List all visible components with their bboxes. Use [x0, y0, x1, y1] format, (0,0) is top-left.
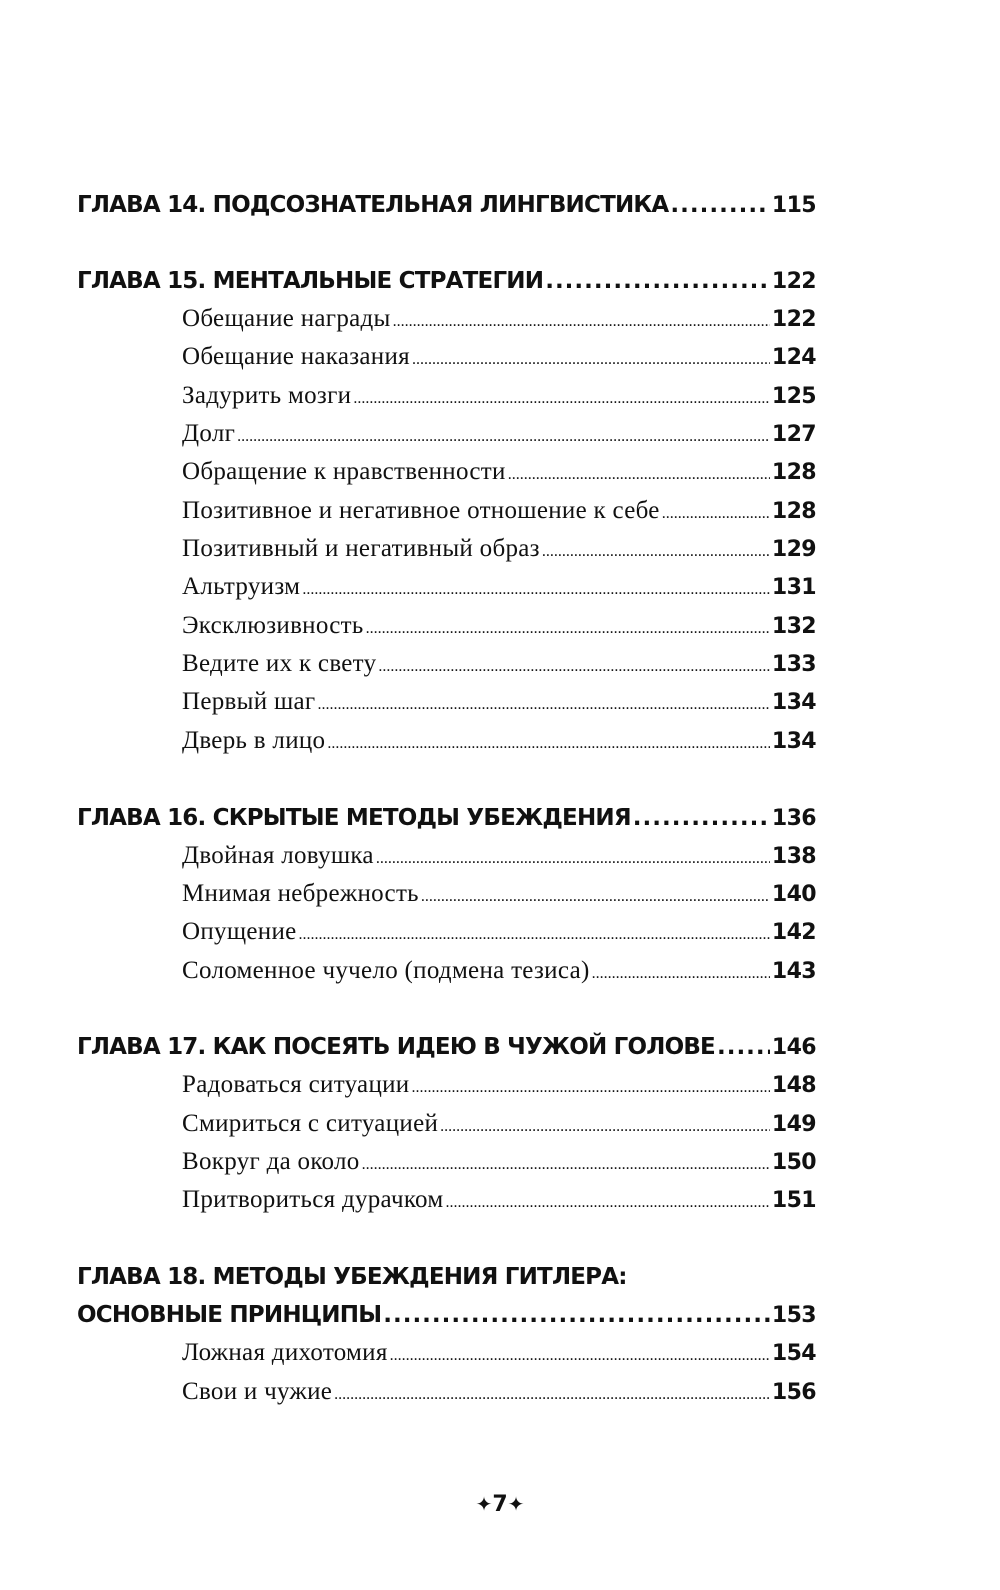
page-number: 148	[771, 1073, 816, 1098]
page-number: 134	[771, 690, 816, 715]
dot-leader	[327, 726, 770, 762]
dot-leader	[299, 917, 770, 953]
dot-leader	[421, 879, 770, 915]
page-number: 151	[771, 1188, 816, 1213]
toc-item[interactable]	[182, 1106, 816, 1142]
toc-item[interactable]	[182, 684, 816, 720]
item-title: Соломенное чучело (подмена тезиса)	[182, 957, 590, 984]
page-number: 150	[771, 1150, 816, 1175]
page-number: 128	[771, 460, 816, 485]
ornament-star-icon: ✦	[507, 1492, 525, 1516]
item-title: Позитивный и негативный образ	[182, 535, 540, 562]
page-number: 136	[771, 806, 816, 831]
dot-leader	[334, 1377, 770, 1413]
toc-item[interactable]	[182, 1067, 816, 1103]
item-title: Свои и чужие	[182, 1378, 333, 1405]
page-number: 146	[771, 1035, 816, 1060]
toc-item[interactable]	[182, 1182, 816, 1218]
toc-chapter-18-title-line1[interactable]: ГЛАВА 18. МЕТОДЫ УБЕЖДЕНИЯ ГИТЛЕРА:	[77, 1264, 627, 1290]
toc-item[interactable]	[182, 339, 816, 375]
item-title: Эксклюзивность	[182, 612, 364, 639]
item-title: Радоваться ситуации	[182, 1071, 410, 1098]
dot-leader	[393, 304, 770, 340]
page-number: 131	[771, 575, 816, 600]
toc-item[interactable]	[182, 953, 816, 989]
toc-item[interactable]	[182, 914, 816, 950]
toc-item[interactable]	[182, 646, 816, 682]
dot-leader	[383, 1297, 770, 1333]
page-number: 115	[771, 193, 816, 218]
toc-item[interactable]	[182, 493, 816, 529]
dot-leader	[545, 263, 770, 299]
page-number: 133	[771, 652, 816, 677]
item-title: Позитивное и негативное отношение к себе	[182, 497, 660, 524]
toc-item[interactable]	[182, 569, 816, 605]
page-number: 127	[771, 422, 816, 447]
item-title: Мнимая небрежность	[182, 880, 419, 907]
chapter-title: ГЛАВА 16. СКРЫТЫЕ МЕТОДЫ УБЕЖДЕНИЯ	[77, 805, 631, 831]
dot-leader	[508, 457, 770, 493]
toc-item[interactable]	[182, 301, 816, 337]
dot-leader	[237, 419, 770, 455]
dot-leader	[440, 1109, 770, 1145]
dot-leader	[366, 611, 770, 647]
toc-item[interactable]	[182, 1144, 816, 1180]
item-title: Смириться с ситуацией	[182, 1110, 439, 1137]
toc-chapter-18[interactable]	[77, 1297, 816, 1333]
dot-leader	[412, 342, 770, 378]
item-title: Двойная ловушка	[182, 842, 374, 869]
dot-leader	[353, 381, 770, 417]
chapter-title: ГЛАВА 15. МЕНТАЛЬНЫЕ СТРАТЕГИИ	[77, 268, 544, 294]
item-title: Обещание наказания	[182, 343, 410, 370]
page-number: 128	[771, 499, 816, 524]
toc-item[interactable]	[182, 531, 816, 567]
dot-leader	[376, 841, 770, 877]
toc-item[interactable]	[182, 608, 816, 644]
item-title: Дверь в лицо	[182, 727, 326, 754]
ornament-star-icon: ✦	[475, 1492, 493, 1516]
toc-item[interactable]	[182, 454, 816, 490]
item-title: Альтруизм	[182, 573, 301, 600]
dot-leader	[592, 956, 770, 992]
page-folio	[0, 1492, 1000, 1517]
page-number: 122	[771, 269, 816, 294]
toc-item[interactable]	[182, 1335, 816, 1371]
page-number: 140	[771, 882, 816, 907]
page-number: 142	[771, 920, 816, 945]
item-title: Обращение к нравственности	[182, 458, 506, 485]
toc-item[interactable]	[182, 838, 816, 874]
folio-page-number: 7	[492, 1492, 508, 1517]
chapter-title: ОСНОВНЫЕ ПРИНЦИПЫ	[77, 1302, 382, 1328]
dot-leader	[378, 649, 769, 685]
item-title: Притвориться дурачком	[182, 1186, 444, 1213]
toc-item[interactable]	[182, 723, 816, 759]
item-title: Опущение	[182, 918, 297, 945]
chapter-title: ГЛАВА 17. КАК ПОСЕЯТЬ ИДЕЮ В ЧУЖОЙ ГОЛОВЕ	[77, 1034, 715, 1060]
chapter-title: ГЛАВА 14. ПОДСОЗНАТЕЛЬНАЯ ЛИНГВИСТИКА	[77, 192, 669, 218]
item-title: Ложная дихотомия	[182, 1339, 388, 1366]
dot-leader	[317, 687, 769, 723]
page-number: 154	[771, 1341, 816, 1366]
toc-chapter-17[interactable]	[77, 1029, 816, 1065]
item-title: Первый шаг	[182, 688, 316, 715]
item-title: Ведите их к свету	[182, 650, 377, 677]
dot-leader	[412, 1070, 770, 1106]
toc-item[interactable]	[182, 378, 816, 414]
dot-leader	[670, 187, 769, 223]
toc-chapter-16[interactable]	[77, 800, 816, 836]
page-number: 138	[771, 844, 816, 869]
item-title: Обещание награды	[182, 305, 391, 332]
page-number: 125	[771, 384, 816, 409]
toc-chapter-14[interactable]	[77, 187, 816, 223]
toc-item[interactable]	[182, 416, 816, 452]
page-number: 149	[771, 1112, 816, 1137]
page-number: 129	[771, 537, 816, 562]
page-number: 122	[771, 307, 816, 332]
dot-leader	[302, 572, 770, 608]
dot-leader	[362, 1147, 770, 1183]
page-number: 134	[771, 729, 816, 754]
dot-leader	[662, 496, 770, 532]
dot-leader	[445, 1185, 769, 1221]
dot-leader	[390, 1338, 770, 1374]
toc-item[interactable]	[182, 1374, 816, 1410]
page-number: 132	[771, 614, 816, 639]
dot-leader	[542, 534, 770, 570]
page-number: 124	[771, 345, 816, 370]
dot-leader	[633, 800, 770, 836]
dot-leader	[717, 1029, 770, 1065]
page-number: 153	[771, 1303, 816, 1328]
page-number: 143	[771, 959, 816, 984]
toc-item[interactable]	[182, 876, 816, 912]
toc-chapter-15[interactable]	[77, 263, 816, 299]
item-title: Долг	[182, 420, 236, 447]
item-title: Задурить мозги	[182, 382, 352, 409]
page-number: 156	[771, 1380, 816, 1405]
item-title: Вокруг да около	[182, 1148, 360, 1175]
